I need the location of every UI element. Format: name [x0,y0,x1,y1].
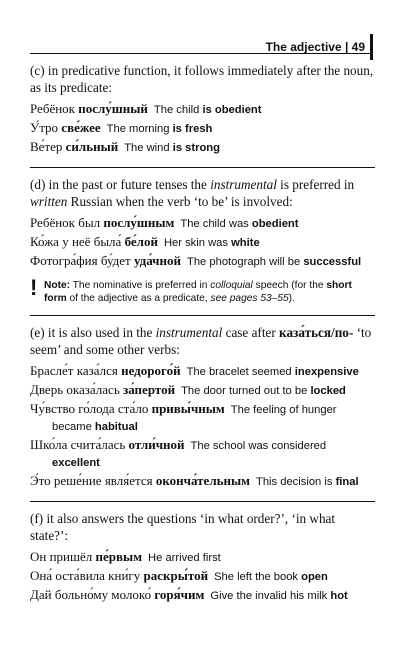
translation-text: The door turned out to be [181,385,311,397]
translation-keyword: open [301,571,328,583]
russian-text: Ко́жа у неё была́ [30,234,125,249]
note-fragment: colloquial [210,280,253,291]
note-fragment: ). [288,293,295,304]
section-intro [30,510,375,544]
english-translation [210,590,347,602]
translation-text: The morning [106,123,173,135]
translation-keyword: inexpensive [294,366,359,378]
russian-keyword: све́жее [61,120,101,135]
translation-text: The child [153,104,203,116]
english-translation [124,142,220,154]
russian-text: Шко́ла счита́лась [30,437,129,452]
russian-phrase [30,568,208,583]
translation-continuation [30,419,375,436]
note-fragment: Note: [44,280,71,291]
english-translation [187,366,359,378]
russian-text: Фотогра́фия бу́дет [30,253,134,268]
header-rule [30,53,373,54]
exclamation-icon: ! [30,275,38,300]
english-translation [187,256,361,268]
intro-text: каза́ться/по- [279,325,354,340]
russian-text: Брасле́т каза́лся [30,363,122,378]
note-fragment: speech (for the [252,280,327,291]
translation-text: He arrived first [148,552,221,564]
translation-keyword: locked [310,385,346,397]
example-line [30,214,375,233]
example-line [30,436,375,472]
intro-text: instrumental [155,325,223,340]
russian-phrase [30,139,118,154]
translation-text: The photograph will be [187,256,304,268]
russian-text: Э́то реше́ние явля́ется [30,473,156,488]
translation-keyword: final [335,476,359,488]
russian-keyword: горя́чим [154,587,205,602]
translation-text: The wind [124,142,173,154]
russian-text: Он пришёл [30,549,96,564]
russian-text: Ребёнок [30,101,79,116]
russian-keyword: послу́шный [78,101,148,116]
russian-phrase [30,234,158,249]
note-box [30,277,375,305]
translation-text: The school was considered [190,440,327,452]
russian-keyword: за́пертой [123,382,176,397]
russian-keyword: си́льный [65,139,119,154]
note-fragment: The nominative is preferred in [70,280,211,291]
intro-text: written [30,194,68,209]
english-translation [181,385,346,397]
translation-keyword: is fresh [172,123,213,135]
russian-phrase [30,253,181,268]
note-fragment: of the adjective as a predicate, [66,293,211,304]
translation-keyword: is strong [172,142,220,154]
note-fragment: short form [44,280,352,304]
english-translation [107,123,213,135]
section-intro [30,176,375,210]
translation-text: became [52,421,95,433]
intro-text: (f) it also answers the questions ‘in what order?’, ‘in what state?’: [30,511,336,543]
russian-phrase [30,401,225,416]
note-fragment: see pages 53–55 [210,293,289,304]
section-1 [30,167,375,305]
section-2 [30,315,375,491]
english-translation [214,571,328,583]
russian-phrase [30,215,174,230]
header-bar [370,34,373,60]
russian-keyword: раскры́той [143,568,209,583]
section-0 [30,62,375,157]
running-head: The adjective | 49 [265,40,365,54]
example-line [30,381,375,400]
section-3 [30,501,375,605]
section-intro [30,324,375,358]
example-line [30,400,375,436]
translation-text: The feeling of hunger [230,404,337,416]
translation-keyword: obedient [251,218,299,230]
translation-keyword: successful [303,256,362,268]
translation-text: Her skin was [163,237,232,249]
russian-text: Ве́тер [30,139,66,154]
russian-keyword: отли́чной [128,437,185,452]
english-translation [148,552,221,564]
translation-keyword: hot [330,590,348,602]
russian-keyword: привы́чным [151,401,225,416]
russian-text: Она́ оста́вила кни́гу [30,568,144,583]
translation-keyword: white [231,237,260,249]
russian-text: Ребёнок был [30,215,104,230]
russian-keyword: оконча́тельным [155,473,250,488]
section-intro [30,62,375,96]
page-header [266,34,373,60]
example-line [30,548,375,567]
english-translation [164,237,260,249]
russian-text: Дверь оказа́лась [30,382,123,397]
english-translation [191,440,327,452]
example-line [30,233,375,252]
translation-keyword: habitual [94,421,138,433]
translation-keyword: excellent [52,457,100,469]
translation-text: She left the book [214,571,302,583]
intro-text: (c) in predicative function, it follows immediately after the noun, as its predicate: [30,63,374,95]
english-translation [256,476,359,488]
russian-keyword: бе́лой [124,234,158,249]
russian-phrase [30,549,142,564]
intro-text: Russian when the verb ‘to be’ is involved: [67,194,293,209]
russian-phrase [30,587,204,602]
russian-text: Чу́вство го́лода ста́ло [30,401,152,416]
intro-text: instrumental [210,177,277,192]
russian-phrase [30,101,148,116]
english-translation [154,104,262,116]
example-line [30,586,375,605]
example-line [30,252,375,271]
english-translation [180,218,298,230]
russian-phrase [30,473,250,488]
page-content [30,62,375,605]
russian-text: У́тро [30,120,62,135]
russian-phrase [30,363,181,378]
example-line [30,100,375,119]
translation-text: The child was [180,218,252,230]
example-line [30,567,375,586]
example-line [30,119,375,138]
russian-keyword: уда́чной [133,253,181,268]
intro-text: ‘to seem’ and some other verbs: [30,325,372,357]
translation-text: This decision is [255,476,336,488]
example-line [30,138,375,157]
example-line [30,472,375,491]
russian-phrase [30,120,101,135]
russian-text: Дай больно́му молоко́ [30,587,155,602]
translation-continuation [30,455,375,472]
russian-keyword: недорого́й [121,363,181,378]
intro-text: is preferred in [276,177,355,192]
russian-keyword: послу́шным [103,215,175,230]
intro-text: case after [222,325,280,340]
translation-text: The bracelet seemed [186,366,295,378]
translation-text: Give the invalid his milk [210,590,331,602]
translation-keyword: is obedient [202,104,262,116]
english-translation [231,404,337,416]
russian-phrase [30,437,185,452]
intro-text: (e) it is also used in the [30,325,156,340]
russian-phrase [30,382,175,397]
intro-text: (d) in the past or future tenses the [30,177,211,192]
russian-keyword: пе́рвым [95,549,143,564]
example-line [30,362,375,381]
note-text [44,277,375,305]
